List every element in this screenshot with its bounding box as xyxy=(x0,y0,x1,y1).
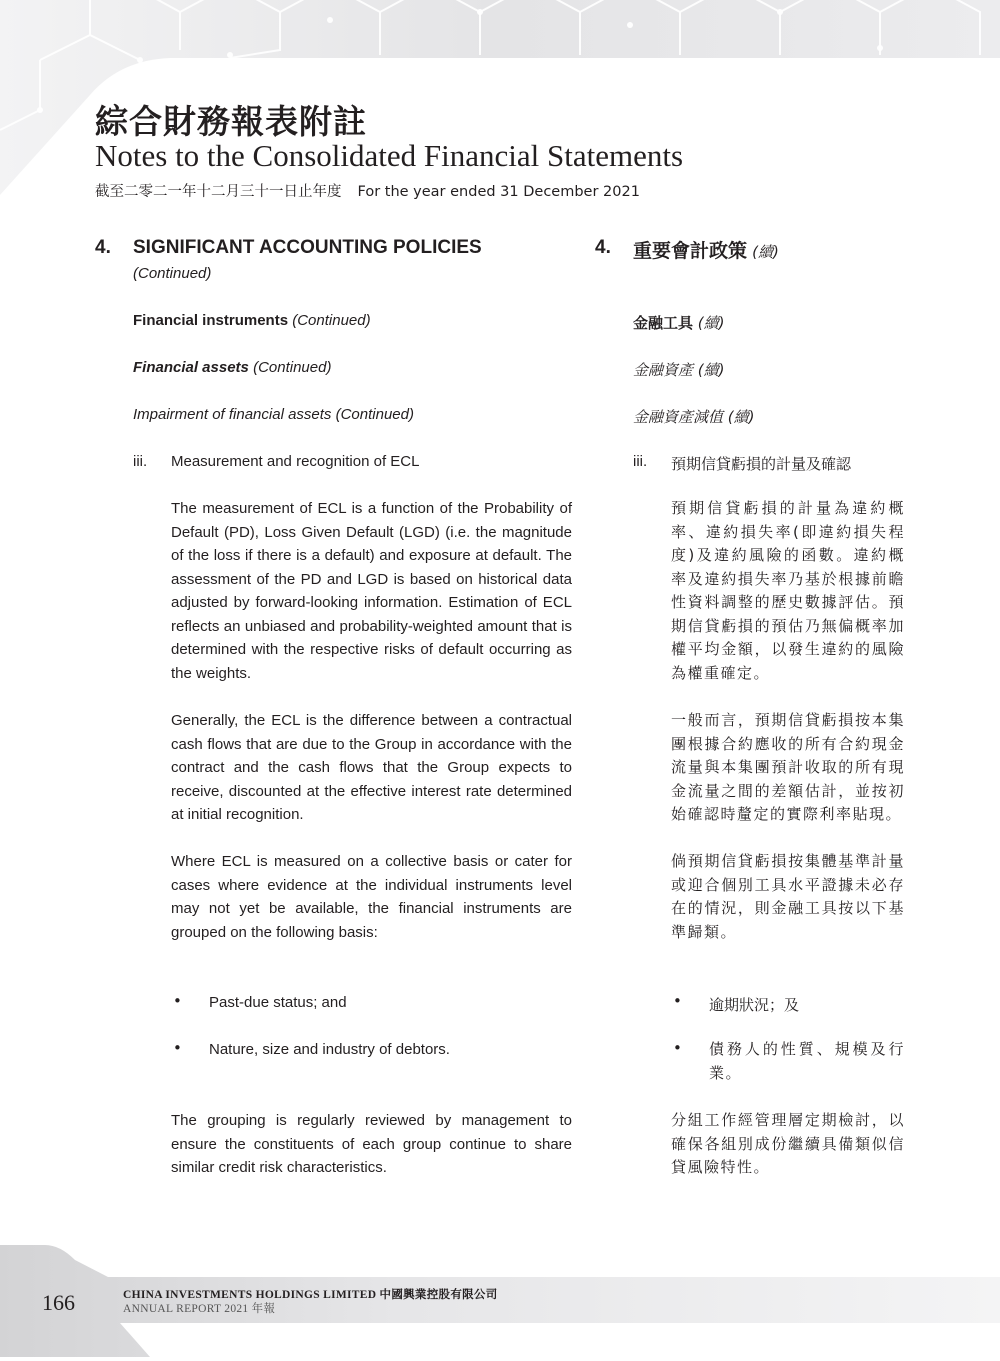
subheading-text: Financial instruments xyxy=(133,312,289,329)
bullet-marker: • xyxy=(173,992,182,1010)
subheading-text: 金融資產 xyxy=(633,361,694,379)
bullet-item-zh: 債務人的性質、規模及行業。 xyxy=(709,1040,905,1082)
subheading-continued: (續) xyxy=(697,361,725,379)
section-number-zh: 4. xyxy=(595,237,611,258)
paragraph-grouping-review: The grouping is regularly reviewed by management to ensure the constituents of each group continue to share similar credit risk characteristics. xyxy=(171,1112,572,1176)
bullet-item-zh: 逾期狀況；及 xyxy=(709,996,800,1014)
subheading-continued: (Continued) xyxy=(253,359,332,376)
bullet-item: Past-due status; and xyxy=(209,994,347,1011)
period-zh: 截至二零二一年十二月三十一日止年度 xyxy=(95,184,342,200)
subheading-zh xyxy=(633,312,725,333)
subheading-financial-assets xyxy=(133,359,331,376)
paragraph-ecl-measurement: The measurement of ECL is a function of the Probability of Default (PD), Loss Given Default (LGD) (i.e. the magnitude of the loss if there is a default) and exposure at default. The assessment of the PD and LGD is based on historical data adjusted by forward-looking information. Estimation of ECL reflects an unbiased and probability-weighted amount that is determined with the respective risks of default occurring as the weights. xyxy=(171,500,572,682)
subheading-continued: (續) xyxy=(697,314,725,332)
item-number-en: iii. xyxy=(133,453,148,470)
item-number-zh: iii. xyxy=(633,453,648,470)
paragraph-collective-basis: Where ECL is measured on a collective basis or cater for cases where evidence at the individual instruments level may not yet be available, the financial instruments are grouped on the following basis: xyxy=(171,853,572,941)
page-title-en: Notes to the Consolidated Financial Statements xyxy=(95,138,684,173)
subheading-continued: (Continued) xyxy=(292,312,371,329)
paragraph-zh-2: 一般而言，預期信貸虧損按本集團根據合約應收的所有合約現金流量與本集團預計收取的所有現金流量之間的差額估計，並按初始確認時釐定的實際利率貼現。 xyxy=(671,711,905,823)
period-en: For the year ended 31 December 2021 xyxy=(357,184,640,200)
paragraph-ecl-difference: Generally, the ECL is the difference between a contractual cash flows that are due to the Group in accordance with the contract and the cash flows that the Group expects to receive, discounted at the effective interest rate determined at initial recognition. xyxy=(171,712,572,823)
bullet-marker: • xyxy=(173,1039,182,1057)
page-title-zh: 綜合財務報表附註 xyxy=(95,102,367,141)
subheading-financial-instruments xyxy=(133,312,371,329)
period-subtitle xyxy=(95,180,656,201)
section-title-zh: 重要會計政策 xyxy=(633,240,748,262)
paragraph-zh-1: 預期信貸虧損的計量為違約概率、違約損失率(即違約損失程度)及違約風險的函數。違約概率及違約損失率乃基於根據前瞻性資料調整的歷史數據評估。預期信貸虧損的預估乃無偏概率加權平均金額，以發生違約的風險為權重確定。 xyxy=(671,499,905,682)
subheading-zh xyxy=(633,359,725,380)
section-heading-zh xyxy=(633,236,779,263)
item-title-zh: 預期信貸虧損的計量及確認 xyxy=(671,455,852,473)
section-number-en: 4. xyxy=(95,237,111,258)
subheading-text: 金融工具 xyxy=(633,314,694,332)
bullet-marker: • xyxy=(673,992,682,1010)
section-continued-zh: (續) xyxy=(752,243,779,261)
section-title-en: SIGNIFICANT ACCOUNTING POLICIES xyxy=(133,237,482,258)
subheading-text: Financial assets xyxy=(133,359,249,376)
subheading-impairment: Impairment of financial assets (Continued) xyxy=(133,406,414,423)
footer-report: ANNUAL REPORT 2021 年報 xyxy=(123,1303,276,1315)
bullet-item: Nature, size and industry of debtors. xyxy=(209,1041,450,1058)
page-number: 166 xyxy=(42,1290,75,1315)
paragraph-zh-4: 分組工作經管理層定期檢討，以確保各組別成份繼續具備類似信貸風險特性。 xyxy=(671,1111,905,1176)
subheading-impairment-zh: 金融資產減值 (續) xyxy=(633,408,755,426)
paragraph-zh-3: 倘預期信貸虧損按集體基準計量或迎合個別工具水平證據未必存在的情況，則金融工具按以下基準歸類。 xyxy=(671,852,905,941)
item-title-en: Measurement and recognition of ECL xyxy=(171,453,420,470)
footer-company: CHINA INVESTMENTS HOLDINGS LIMITED 中國興業控股有限公司 xyxy=(123,1289,498,1301)
bullet-marker: • xyxy=(673,1039,682,1057)
section-continued-en: (Continued) xyxy=(133,265,212,282)
